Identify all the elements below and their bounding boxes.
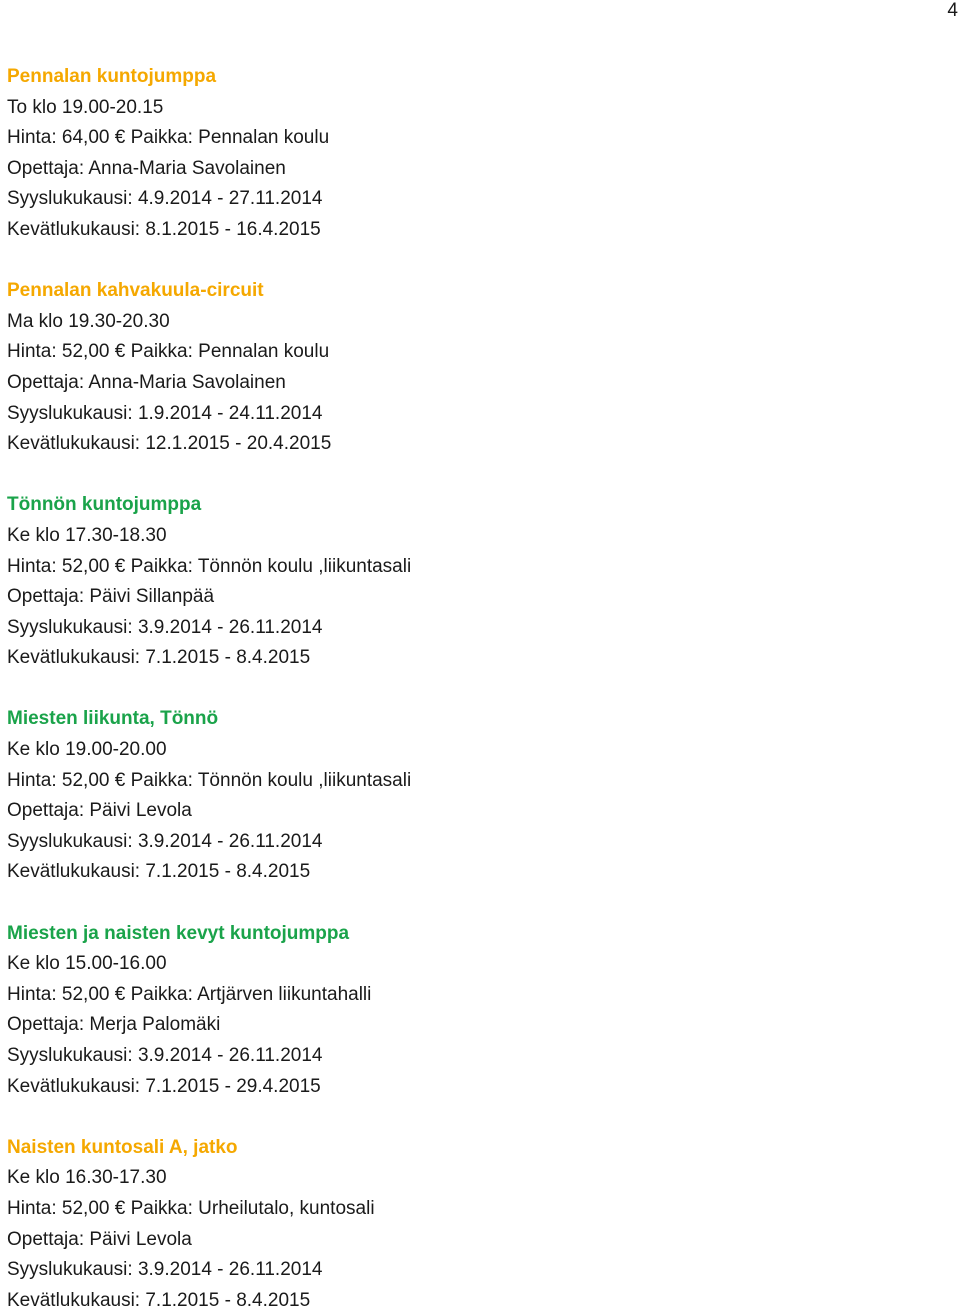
course-entry bbox=[7, 276, 947, 460]
course-teacher: Opettaja: Anna-Maria Savolainen bbox=[7, 157, 286, 179]
course-teacher: Opettaja: Anna-Maria Savolainen bbox=[7, 371, 286, 393]
course-entry bbox=[7, 1133, 947, 1316]
course-autumn-term: Syyslukukausi: 1.9.2014 - 24.11.2014 bbox=[7, 402, 323, 424]
course-autumn-term: Syyslukukausi: 3.9.2014 - 26.11.2014 bbox=[7, 1045, 323, 1066]
course-price-place: Hinta: 52,00 € Paikka: Urheilutalo, kuntosali bbox=[7, 1197, 375, 1219]
course-autumn-term: Syyslukukausi: 3.9.2014 - 26.11.2014 bbox=[7, 616, 323, 638]
course-title: Pennalan kuntojumppa bbox=[7, 66, 217, 87]
course-entry bbox=[7, 704, 947, 888]
course-spring-term: Kevätlukukausi: 7.1.2015 - 8.4.2015 bbox=[7, 647, 311, 669]
course-title: Pennalan kahvakuula-circuit bbox=[7, 280, 264, 302]
course-entry bbox=[7, 919, 947, 1103]
course-entry bbox=[7, 62, 947, 246]
course-time: Ke klo 17.30-18.30 bbox=[7, 524, 167, 546]
course-price-place: Hinta: 64,00 € Paikka: Pennalan koulu bbox=[7, 127, 330, 149]
course-price-place: Hinta: 52,00 € Paikka: Tönnön koulu ,liikuntasali bbox=[7, 555, 412, 577]
course-time: To klo 19.00-20.15 bbox=[7, 96, 164, 118]
course-teacher: Opettaja: Päivi Levola bbox=[7, 800, 192, 822]
course-spring-term: Kevätlukukausi: 12.1.2015 - 20.4.2015 bbox=[7, 433, 332, 455]
course-spring-term: Kevätlukukausi: 8.1.2015 - 16.4.2015 bbox=[7, 218, 321, 240]
course-teacher: Opettaja: Päivi Sillanpää bbox=[7, 586, 215, 608]
course-time: Ke klo 16.30-17.30 bbox=[7, 1167, 167, 1189]
course-title: Naisten kuntosali A, jatko bbox=[7, 1136, 238, 1158]
course-entry bbox=[7, 490, 947, 674]
course-title: Miesten ja naisten kevyt kuntojumppa bbox=[7, 922, 350, 944]
course-time: Ke klo 15.00-16.00 bbox=[7, 953, 167, 975]
course-autumn-term: Syyslukukausi: 3.9.2014 - 26.11.2014 bbox=[7, 830, 323, 852]
course-autumn-term: Syyslukukausi: 3.9.2014 - 26.11.2014 bbox=[7, 1259, 323, 1281]
course-price-place: Hinta: 52,00 € Paikka: Pennalan koulu bbox=[7, 341, 330, 363]
course-time: Ke klo 19.00-20.00 bbox=[7, 739, 167, 761]
course-time: Ma klo 19.30-20.30 bbox=[7, 310, 170, 332]
course-list bbox=[7, 62, 947, 1316]
page-number: 4 bbox=[947, 0, 958, 21]
course-price-place: Hinta: 52,00 € Paikka: Tönnön koulu ,liikuntasali bbox=[7, 769, 412, 791]
course-price-place: Hinta: 52,00 € Paikka: Artjärven liikuntahalli bbox=[7, 983, 372, 1005]
course-spring-term: Kevätlukukausi: 7.1.2015 - 8.4.2015 bbox=[7, 1289, 311, 1311]
course-title: Miesten liikunta, Tönnö bbox=[7, 708, 219, 730]
course-spring-term: Kevätlukukausi: 7.1.2015 - 29.4.2015 bbox=[7, 1075, 321, 1097]
course-teacher: Opettaja: Merja Palomäki bbox=[7, 1014, 221, 1036]
course-teacher: Opettaja: Päivi Levola bbox=[7, 1228, 192, 1250]
course-spring-term: Kevätlukukausi: 7.1.2015 - 8.4.2015 bbox=[7, 861, 311, 883]
course-autumn-term: Syyslukukausi: 4.9.2014 - 27.11.2014 bbox=[7, 188, 323, 210]
course-title: Tönnön kuntojumppa bbox=[7, 494, 202, 516]
